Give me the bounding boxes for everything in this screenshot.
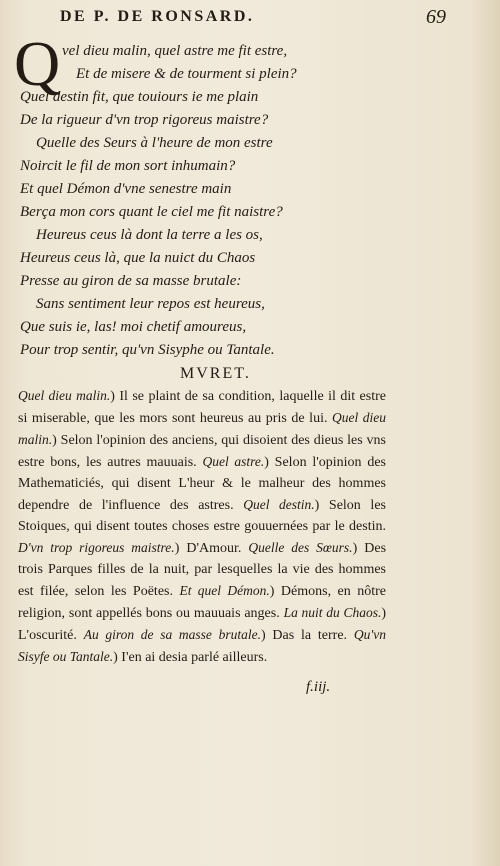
signature-mark: f.iij. bbox=[306, 679, 331, 695]
verse-line: vel dieu malin, quel astre me fit estre, bbox=[62, 43, 288, 59]
lemma: Quelle des Sœurs. bbox=[248, 540, 353, 555]
lemma: Quel destin. bbox=[243, 497, 315, 512]
verse-line: Et de misere & de tourment si plein? bbox=[76, 66, 297, 82]
verse-line: Pour trop sentir, qu'vn Sisyphe ou Tantale. bbox=[20, 342, 275, 358]
lemma: Et quel Démon. bbox=[179, 583, 270, 598]
verse-line: Quel destin fit, que touiours ie me plain bbox=[20, 89, 259, 105]
lemma: Quel dieu malin. bbox=[18, 410, 386, 447]
lemma: D'vn trop rigoreus maistre. bbox=[18, 540, 175, 555]
gloss: ) Selon l'opinion des Mathematiciés, qui disent L'heur & le malheur des hommes dependre de l'influence des astres. bbox=[18, 455, 386, 513]
drop-cap: Q bbox=[14, 28, 61, 99]
gloss: ) D'Amour. bbox=[174, 541, 249, 556]
gloss: ) I'en ai desia parlé ailleurs. bbox=[113, 650, 268, 665]
gloss: ) Il se plaint de sa condition, laquelle il dit estre si miserable, que les mors sont heureus au pris de lui. bbox=[18, 389, 386, 426]
gloss: ) Démons, en nôtre religion, sont appellés bons ou mauuais anges. bbox=[18, 584, 386, 621]
gloss: ) Selon l'opinion des anciens, qui disoient des dieus les vns estre bons, les autres mauuais. bbox=[18, 433, 386, 470]
gloss: ) Das la terre. bbox=[260, 628, 354, 643]
lemma: Au giron de sa masse brutale. bbox=[83, 627, 261, 642]
verse-line: Quelle des Seurs à l'heure de mon estre bbox=[36, 135, 273, 151]
verse-line: Heureus ceus là dont la terre a les os, bbox=[36, 227, 263, 243]
verse-line: Et quel Démon d'vne senestre main bbox=[20, 181, 232, 197]
running-header: DE P. DE RONSARD. bbox=[60, 8, 255, 25]
verse-line: Heureus ceus là, que la nuict du Chaos bbox=[20, 250, 256, 266]
lemma: Quel astre. bbox=[202, 454, 265, 469]
sonnet bbox=[14, 28, 374, 362]
verse-line: Presse au giron de sa masse brutale: bbox=[20, 273, 242, 289]
commentary-text bbox=[18, 385, 386, 668]
gloss: ) Des trois Parques filles de la nuit, par lesquelles la vie des hommes est filée, selon les Poëtes. bbox=[18, 541, 387, 599]
lemma: Quel dieu malin. bbox=[18, 388, 111, 403]
verse-line: Noircit le fil de mon sort inhumain? bbox=[20, 158, 236, 174]
verse-line: Sans sentiment leur repos est heureus, bbox=[36, 296, 265, 312]
verse-line: De la rigueur d'vn trop rigoreus maistre? bbox=[20, 112, 269, 128]
lemma: La nuit du Chaos. bbox=[283, 605, 382, 620]
gloss: ) L'oscurité. bbox=[18, 606, 386, 643]
page-number: 69 bbox=[426, 6, 446, 28]
verse-line: Berça mon cors quant le ciel me fit naistre? bbox=[20, 204, 283, 220]
gloss: ) Selon les Stoiques, qui disent toutes choses estre gouuernées par le destin. bbox=[18, 498, 386, 534]
commentary-heading: MVRET. bbox=[180, 365, 251, 382]
lemma: Qu'vn Sisyfe ou Tantale. bbox=[18, 627, 386, 664]
verse-line: Que suis ie, las! moi chetif amoureus, bbox=[20, 319, 247, 335]
